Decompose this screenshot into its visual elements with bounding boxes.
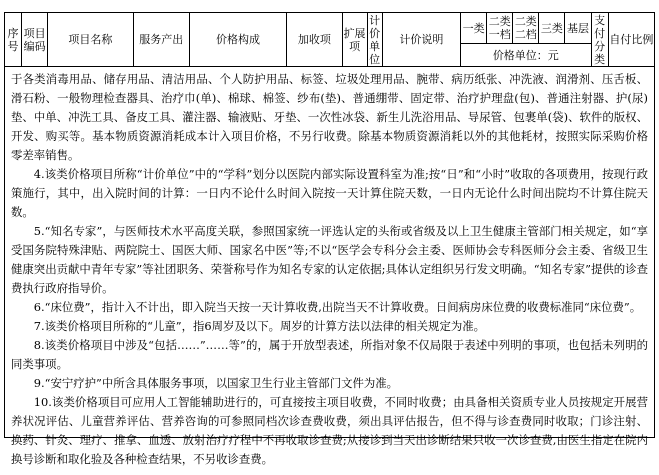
notes-text [5, 67, 654, 469]
note-paragraph: 5.“知名专家”，与医师技术水平高度关联，参照国家统一评选认定的头衔或省级及以上卫生健康主管部门相关规定，如“享受国务院特殊津贴、两院院士、国医大师、国家名中医”等;不以“医学会专科分会主委、医师协会专科医师分会主委、省级卫生健康突出贡献中青年专家”等社团职务、荣誉称号作为知名专家的认定依据;具体认定组织另行发文明确。“知名专家”提供的诊查费执行政府指导价。 [11, 224, 648, 295]
note-paragraph: 4.该类价格项目所称“计价单位”中的“学科”划分以医院内部实际设置科室为准;按“日”和“小时”收取的各项费用，按现行政策施行，其中，出入院时间的计算：一日内不论什么时间入院按一天计算住院天数，一日内无论什么时间出院均不计算住院天数。 [11, 167, 648, 219]
header-unit-desc: 计价说明 [382, 13, 460, 67]
header-service: 服务产出 [133, 13, 189, 67]
header-class1: 一类 [461, 13, 487, 44]
header-grassroots: 基层 [565, 13, 591, 44]
header-class2-2: 二类二档 [513, 13, 539, 44]
header-price-comp: 价格构成 [189, 13, 286, 67]
header-class2-1: 二类一档 [487, 13, 513, 44]
header-unit: 计价单位 [367, 13, 382, 67]
note-paragraph: 10.该类价格项目可应用人工智能辅助进行的，可直接按主项目收费，不同时收费；由具备相关资质专业人员按规定开展营养状况评估、儿童营养评估、营养咨询的可参照同档次诊查费收费，须出具评估报告，但不得与诊查费同时收取；门诊注射、换药、针灸、理疗、推拿、血透、放射治疗疗程中不再收取诊查费;从接诊到当天出诊断结果只收一次诊查费,由医生指定在院内换号诊断和取化验及各种检查结果，不另收诊查费。 [11, 395, 648, 466]
note-paragraph: 9.“安宁疗护”中所含具体服务事项，以国家卫生行业主管部门文件为准。 [33, 376, 399, 390]
header-price-unit: 价格单位：元 [461, 44, 592, 67]
header-addon: 加收项 [287, 13, 342, 67]
header-class3: 三类 [539, 13, 565, 44]
header-seq: 序号 [5, 13, 22, 67]
header-extend: 扩展项 [342, 13, 367, 67]
note-paragraph: 8.该类价格项目中涉及“包括……”……等”的，属于开放型表述，所指对象不仅局限于表述中列明的事项，也包括未列明的同类事项。 [11, 338, 648, 371]
note-paragraph: 6.“床位费”，指计入不计出，即入院当天按一天计算收费,出院当天不计算收费。日间病房床位费的收费标准同“床位费”。 [33, 300, 642, 314]
header-name: 项目名称 [48, 13, 133, 67]
price-table-header [4, 12, 655, 67]
note-paragraph: 于各类消毒用品、储存用品、清洁用品、个人防护用品、标签、垃圾处理用品、腕带、病历纸张、冲洗液、润滑剂、压舌板、滑石粉、一般物理检查器具、治疗巾(单)、棉球、棉签、纱布(垫)、普通绷带、固定带、治疗护理盘(包)、普通注射器、护(尿)垫、中单、冲洗工具、备皮工具、灌注器、输液贴、牙垫、一次性冰袋、新生儿洗浴用品、导尿管、包裹单(袋)、软件的版权、开发、购买等。基本物质资源消耗成本计入项目价格，不另行收费。除基本物质资源消耗以外的其他耗材，按照实际采购价格零差率销售。 [11, 72, 648, 162]
notes-cell [4, 67, 655, 466]
header-code: 项目编码 [22, 13, 48, 67]
header-pay-class: 支付分类 [591, 13, 608, 67]
note-paragraph: 7.该类价格项目所称的“儿童”，指6周岁及以下。周岁的计算方法以法律的相关规定为准。 [33, 319, 486, 333]
header-self-pay: 自付比例 [608, 13, 654, 67]
